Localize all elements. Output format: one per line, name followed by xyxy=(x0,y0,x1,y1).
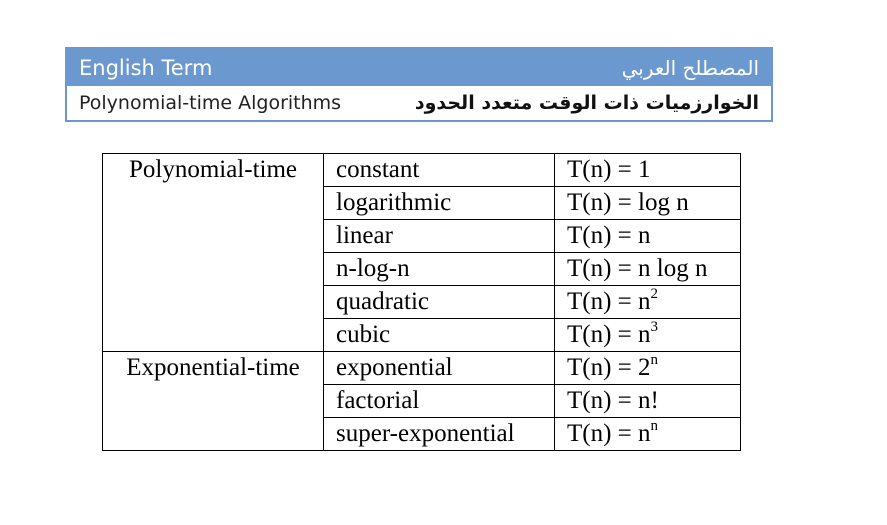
formula-text: T(n) = n log n xyxy=(567,255,708,282)
english-term-heading: English Term xyxy=(79,55,213,80)
formula-text: T(n) = 2 xyxy=(567,354,651,381)
english-term: Polynomial-time Algorithms xyxy=(79,92,342,114)
table-row xyxy=(103,352,741,385)
formula-cell xyxy=(555,352,741,385)
term-box xyxy=(65,47,773,122)
arabic-term-heading: المصطلح العربي xyxy=(621,55,759,80)
category-cell: Exponential-time xyxy=(103,352,324,451)
formula-cell xyxy=(555,286,741,319)
table-row xyxy=(103,154,741,187)
formula-cell xyxy=(555,187,741,220)
formula-text: T(n) = n xyxy=(567,420,651,447)
formula-text: T(n) = log n xyxy=(567,189,689,216)
formula-text: T(n) = n xyxy=(567,288,651,315)
formula-exponent: 3 xyxy=(650,318,659,335)
class-name-cell: n-log-n xyxy=(324,253,555,286)
formula-text: T(n) = n! xyxy=(567,387,659,414)
arabic-term: الخوارزميات ذات الوقت متعدد الحدود xyxy=(414,92,759,114)
formula-cell xyxy=(555,319,741,352)
category-cell: Polynomial-time xyxy=(103,154,324,352)
formula-text: T(n) = n xyxy=(567,222,651,249)
class-name-cell: linear xyxy=(324,220,555,253)
term-row xyxy=(67,86,771,120)
class-name-cell: quadratic xyxy=(324,286,555,319)
formula-exponent: n xyxy=(650,351,659,368)
class-name-cell: factorial xyxy=(324,385,555,418)
formula-cell xyxy=(555,385,741,418)
formula-exponent: n xyxy=(650,417,659,434)
class-name-cell: logarithmic xyxy=(324,187,555,220)
formula-text: T(n) = 1 xyxy=(567,156,651,183)
formula-exponent: 2 xyxy=(650,285,659,302)
complexity-table xyxy=(102,153,741,451)
formula-cell xyxy=(555,418,741,451)
class-name-cell: cubic xyxy=(324,319,555,352)
class-name-cell: exponential xyxy=(324,352,555,385)
formula-cell xyxy=(555,220,741,253)
formula-cell xyxy=(555,154,741,187)
term-header xyxy=(67,49,771,86)
formula-cell xyxy=(555,253,741,286)
class-name-cell: constant xyxy=(324,154,555,187)
class-name-cell: super-exponential xyxy=(324,418,555,451)
formula-text: T(n) = n xyxy=(567,321,651,348)
